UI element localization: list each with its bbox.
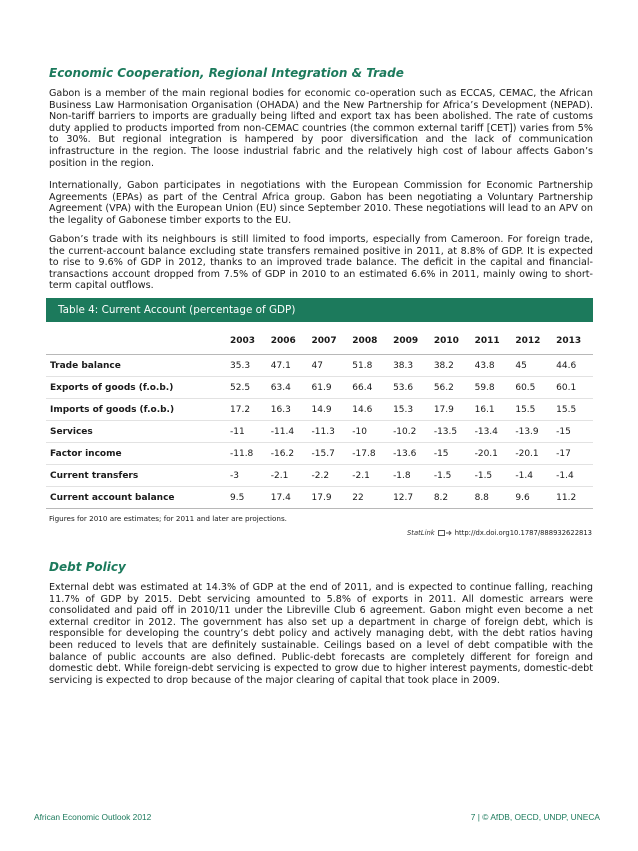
table-header-year: 2008 [348,327,389,355]
paragraph-trade-neighbours: Gabon’s trade with its neighbours is still limited to food imports, especially from Cameroon. For foreign trade, the current-account balance excluding state transfers remained positive in 2011, at 8.8% of GDP. It is expected to rise to 9.6% of GDP in 2012, thanks to an improved trade balance. The deficit in the capital and financial-transactions account dropped from 7.5% of GDP in 2010 to an estimated 6.6% in 2011, mainly owing to short-term capital outflows. [49,234,593,292]
table-cell: -13.9 [511,421,552,443]
table-cell: -2.1 [348,465,389,487]
table-cell: 35.3 [226,355,267,377]
table-row [46,377,593,399]
table-row [46,465,593,487]
table-cell: 17.9 [430,399,471,421]
footer-page-copyright: 7 | © AfDB, OECD, UNDP, UNECA [470,812,600,822]
table-cell: 66.4 [348,377,389,399]
table-cell: -20.1 [511,443,552,465]
table-header-year: 2011 [471,327,512,355]
table-cell: 11.2 [552,487,593,509]
table-cell: -10.2 [389,421,430,443]
table-header-year: 2009 [389,327,430,355]
table-body [46,355,593,509]
statlink-icon [438,529,452,537]
table-cell: -11.8 [226,443,267,465]
table-cell: -1.5 [471,465,512,487]
table-cell: 52.5 [226,377,267,399]
table-cell: 51.8 [348,355,389,377]
paragraph-debt-policy: External debt was estimated at 14.3% of GDP at the end of 2011, and is expected to continue falling, reaching 11.7% of GDP by 2015. Debt servicing amounted to 5.8% of exports in 2011. All domestic arrears were consolidated and paid off in 2010/11 under the Libreville Club 6 agreement. Gabon might even become a net external creditor in 2012. The government has also set up a department in charge of foreign debt, which is responsible for developing the country’s debt policy and actively managing debt, with the debt ratios having been reduced to levels that are definitely sustainable. Ceilings based on a level of debt compatible with the balance of public accounts are also defined. Public-debt forecasts are completely different for foreign and domestic debt. While foreign-debt servicing is expected to grow due to higher interest payments, domestic-debt servicing is expected to drop because of the major clearing of capital that took place in 2009. [49,582,593,686]
table-row [46,421,593,443]
table-cell: -10 [348,421,389,443]
table-cell: 38.3 [389,355,430,377]
table-header-year: 2013 [552,327,593,355]
paragraph-international-negotiations: Internationally, Gabon participates in negotiations with the European Commission for Economic Partnership Agreements (EPAs) as part of the Central Africa group. Gabon has been negotiating a Voluntary Partnership Agreement (VPA) with the European Union (EU) since September 2010. These negotiations will lead to an APV on the legality of Gabonese timber exports to the EU. [49,180,593,226]
table-cell: -1.4 [511,465,552,487]
table-cell: 56.2 [430,377,471,399]
table-cell: 47.1 [267,355,308,377]
table-cell: -16.2 [267,443,308,465]
table-cell: 16.1 [471,399,512,421]
table-row-label: Current account balance [46,487,226,509]
table-header-year: 2012 [511,327,552,355]
statlink-url[interactable]: http://dx.doi.org10.1787/888932622813 [454,529,592,537]
table-cell: -15.7 [308,443,349,465]
footer-publication: African Economic Outlook 2012 [34,812,152,822]
section-title-economic-cooperation: Economic Cooperation, Regional Integration & Trade [49,66,404,80]
table-cell: 15.5 [511,399,552,421]
table-row-label: Factor income [46,443,226,465]
table-cell: 15.3 [389,399,430,421]
table-cell: 8.2 [430,487,471,509]
table-cell: 22 [348,487,389,509]
table-cell: -1.5 [430,465,471,487]
table-cell: 16.3 [267,399,308,421]
table-cell: 17.9 [308,487,349,509]
section-title-debt-policy: Debt Policy [49,560,126,574]
table-row-label: Exports of goods (f.o.b.) [46,377,226,399]
table-title: Table 4: Current Account (percentage of GDP) [46,298,593,322]
table-cell: 14.6 [348,399,389,421]
table-cell: 9.6 [511,487,552,509]
table-row-label: Services [46,421,226,443]
table-cell: 12.7 [389,487,430,509]
table-cell: -15 [552,421,593,443]
table-cell: 45 [511,355,552,377]
table-cell: -17.8 [348,443,389,465]
table-cell: -13.4 [471,421,512,443]
table-header-year: 2003 [226,327,267,355]
table-cell: 60.1 [552,377,593,399]
table-cell: -1.8 [389,465,430,487]
current-account-table [46,327,593,509]
table-cell: 59.8 [471,377,512,399]
table-cell: -2.2 [308,465,349,487]
table-row-label: Current transfers [46,465,226,487]
paragraph-regional-bodies: Gabon is a member of the main regional bodies for economic co-operation such as ECCAS, CEMAC, the African Business Law Harmonisation Organisation (OHADA) and the New Partnership for Africa’s Development (NEPAD). Non-tariff barriers to imports are gradually being lifted and export tax has been abolished. The rate of customs duty applied to products imported from non-CEMAC countries (the common external tariff [CET]) varies from 5% to 30%. But regional integration is hampered by poor diversification and the lack of communication infrastructure in the region. The loose industrial fabric and the relatively high cost of labour affects Gabon’s position in the region. [49,88,593,169]
table-cell: -11.3 [308,421,349,443]
table-cell: 53.6 [389,377,430,399]
table-row [46,443,593,465]
table-cell: -1.4 [552,465,593,487]
table-row-label: Imports of goods (f.o.b.) [46,399,226,421]
table-cell: -11 [226,421,267,443]
table-cell: 15.5 [552,399,593,421]
table-row [46,399,593,421]
table-cell: 61.9 [308,377,349,399]
table-cell: 14.9 [308,399,349,421]
table-cell: -15 [430,443,471,465]
table-cell: 43.8 [471,355,512,377]
table-header-empty [46,327,226,355]
table-row-label: Trade balance [46,355,226,377]
table-cell: -13.6 [389,443,430,465]
table-cell: 44.6 [552,355,593,377]
table-cell: 38.2 [430,355,471,377]
table-cell: 17.4 [267,487,308,509]
table-row [46,355,593,377]
table-cell: -2.1 [267,465,308,487]
table-header-year: 2010 [430,327,471,355]
table-cell: 9.5 [226,487,267,509]
table-cell: -20.1 [471,443,512,465]
table-row [46,487,593,509]
statlink[interactable] [407,529,592,537]
statlink-brand: StatLink [406,529,435,537]
table-header-row [46,327,593,355]
table-cell: -17 [552,443,593,465]
table-note: Figures for 2010 are estimates; for 2011 and later are projections. [49,514,287,523]
table-cell: -13.5 [430,421,471,443]
table-header-year: 2006 [267,327,308,355]
table-cell: 47 [308,355,349,377]
table-cell: 63.4 [267,377,308,399]
table-cell: -3 [226,465,267,487]
table-header-year: 2007 [308,327,349,355]
table-cell: -11.4 [267,421,308,443]
table-cell: 17.2 [226,399,267,421]
table-cell: 8.8 [471,487,512,509]
table-cell: 60.5 [511,377,552,399]
